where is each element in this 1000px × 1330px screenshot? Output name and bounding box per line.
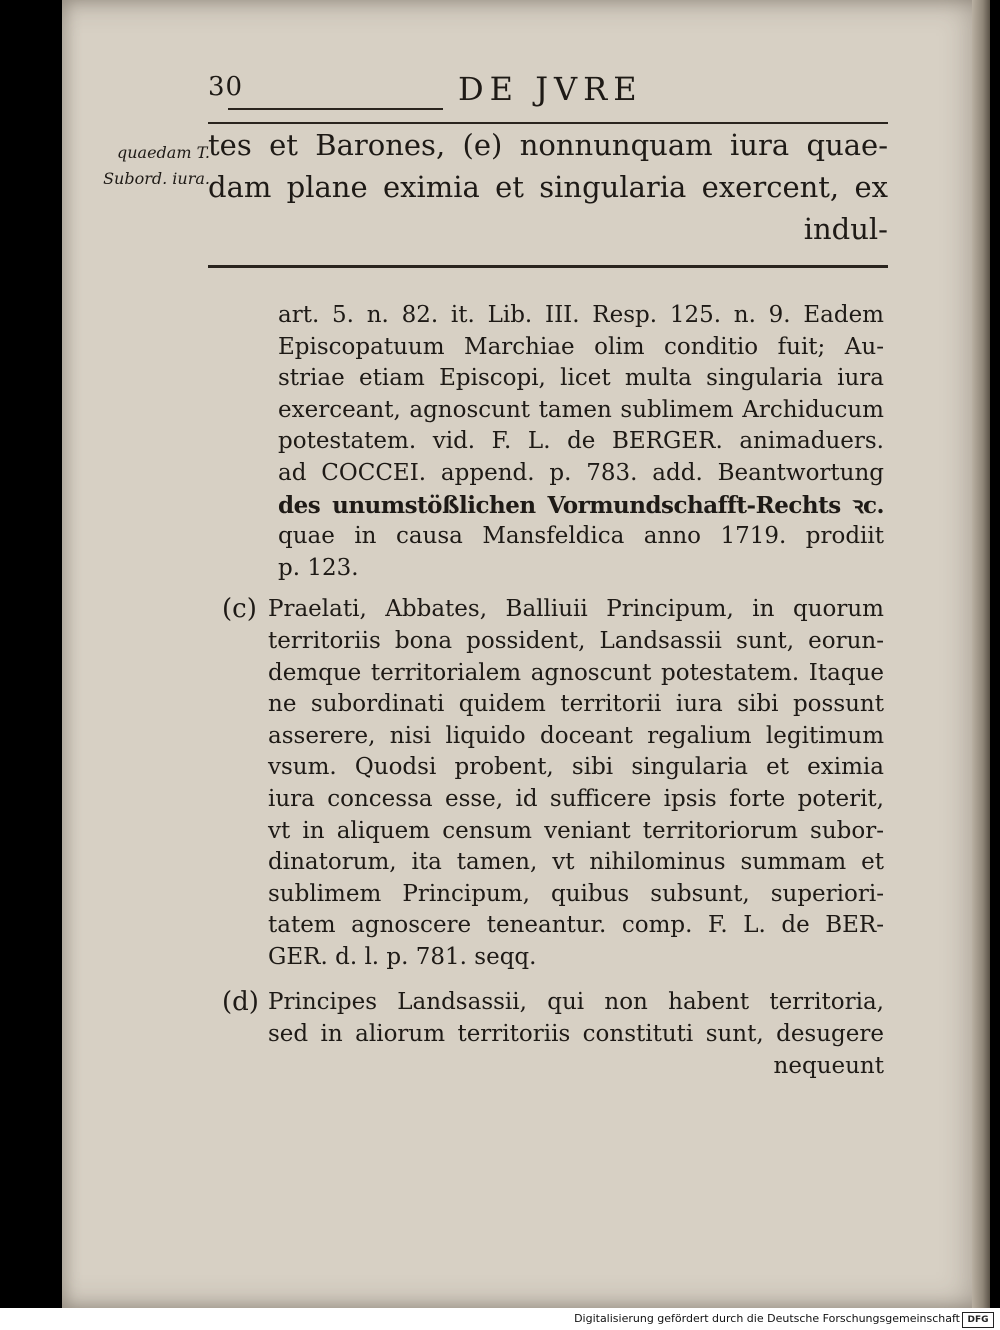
- footnote-line: exerceant, agnoscunt tamen sublimem Archiducum: [278, 396, 884, 423]
- footnotes: [212, 300, 884, 1082]
- footnote-line: tatem agnoscere teneantur. comp. F. L. de BER-: [268, 912, 884, 939]
- footnote-line: dinatorum, ita tamen, vt nihilominus summam et: [268, 849, 884, 876]
- footnote-catchword: nequeunt: [773, 1052, 884, 1079]
- margin-note: [80, 140, 210, 192]
- running-head: [208, 72, 888, 122]
- footnote-line: territoriis bona possident, Landsassii sunt, eorun-: [268, 627, 884, 654]
- main-text-line: indul-: [803, 212, 888, 246]
- book-page: [62, 0, 990, 1308]
- footnote-marker: (c): [222, 594, 257, 625]
- margin-note-line: quaedam T.: [117, 143, 210, 162]
- footnote-line: quae in causa Mansfeldica anno 1719. prodiit: [278, 523, 884, 550]
- footnote-line: art. 5. n. 82. it. Lib. III. Resp. 125. n. 9. Eadem: [278, 302, 884, 328]
- footnote-line: potestatem. vid. F. L. de BERGER. animaduers.: [278, 428, 884, 455]
- footnote-line: vt in aliquem censum veniant territoriorum subor-: [268, 817, 884, 844]
- main-text: [208, 124, 888, 250]
- footnote-line: Episcopatuum Marchiae olim conditio fuit; Au-: [278, 333, 884, 360]
- running-title: DE JVRE: [458, 70, 643, 108]
- header-rule: [228, 108, 443, 110]
- footnote-d: [212, 987, 884, 1082]
- footnote-line: demque territorialem agnoscunt potestatem. Itaque: [268, 659, 884, 686]
- footnote-line: Praelati, Abbates, Balliuii Principum, in quorum: [268, 596, 884, 623]
- footnote-line: striae etiam Episcopi, licet multa singularia iura: [278, 365, 884, 392]
- main-text-line: tes et Barones, (e) nonnunquam iura quae-: [208, 128, 888, 162]
- footnote-line: sublimem Principum, quibus subsunt, superiori-: [268, 880, 884, 907]
- footnote-rule: [208, 265, 888, 268]
- page-number: 30: [208, 72, 244, 102]
- footnote-line: Principes Landsassii, qui non habent territoria,: [268, 989, 884, 1016]
- footnote-continuation: [212, 300, 884, 584]
- footnote-line: GER. d. l. p. 781. seqq.: [268, 943, 537, 970]
- page-edge: [972, 0, 990, 1308]
- footnote-line: iura concessa esse, id sufficere ipsis forte poterit,: [268, 785, 884, 812]
- margin-note-line: Subord. iura.: [103, 169, 210, 188]
- footnote-line: ad COCCEI. append. p. 783. add. Beantwortung: [278, 459, 884, 486]
- footnote-marker: (d): [222, 987, 259, 1018]
- footnote-line: ne subordinati quidem territorii iura sibi possunt: [268, 691, 884, 718]
- digitization-footer: [0, 1308, 1000, 1330]
- footnote-line: asserere, nisi liquido doceant regalium legitimum: [268, 722, 884, 749]
- footnote-line-fraktur: des unumstößlichen Vormundschafft-Rechts ꝛc.: [278, 491, 884, 519]
- main-text-line: dam plane eximia et singularia exercent, ex: [208, 170, 888, 204]
- dfg-logo-icon: DFG: [962, 1312, 994, 1328]
- footnote-line: p. 123.: [278, 554, 359, 581]
- footnote-line: sed in aliorum territoriis constituti sunt, desugere: [268, 1021, 884, 1048]
- footnote-c: [212, 594, 884, 973]
- footer-credit: Digitalisierung gefördert durch die Deutsche Forschungsgemeinschaft: [574, 1312, 960, 1325]
- footnote-line: vsum. Quodsi probent, sibi singularia et eximia: [268, 754, 884, 781]
